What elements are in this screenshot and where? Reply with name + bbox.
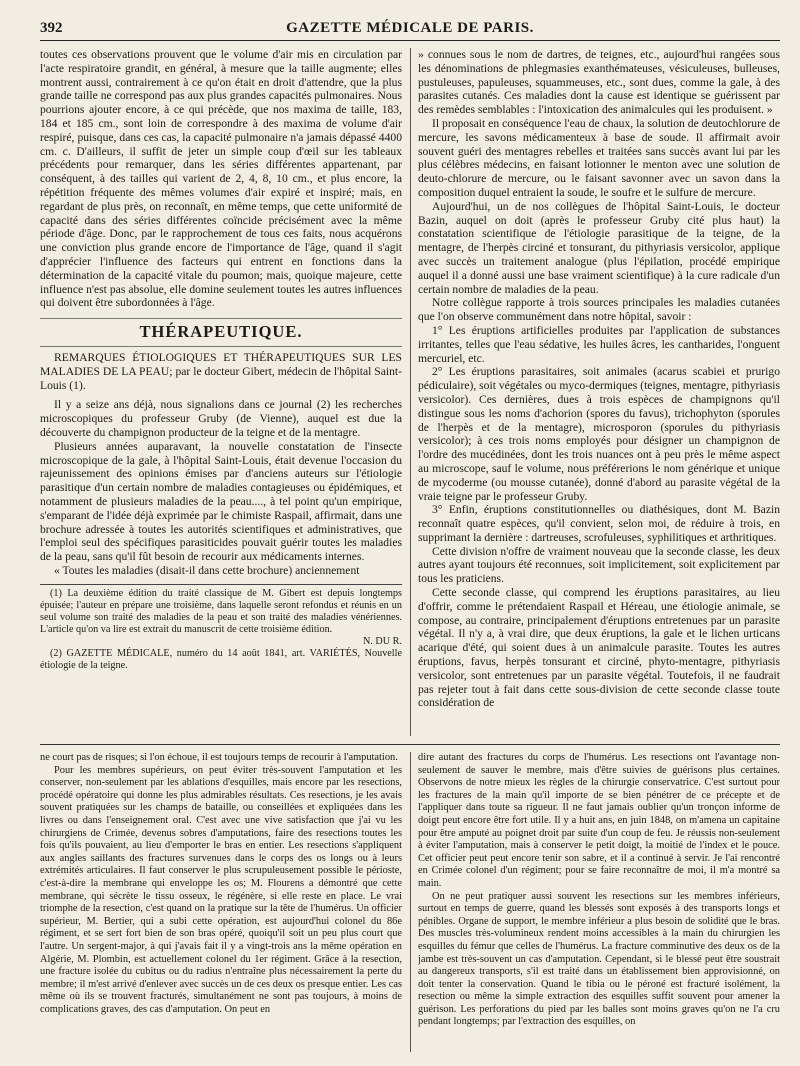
paragraph: 1° Les éruptions artificielles produites par l'application de substances irritantes, telles que l'eau sédative, les huiles âcres, les cantharides, l'onguent mercuriel, etc.: [418, 323, 780, 365]
footnotes: [40, 588, 402, 672]
page-number: 392: [40, 20, 63, 36]
footnote: (1) La deuxième édition du traité classique de M. Gibert est depuis longtemps épuisée; l'auteur en prépare une troisième, dans laquelle seront refondus et réunis en un seul volume son traité des maladies de la peau et son traité des maladies vénériennes. L'article qu'on va lire est extrait du manuscrit de cette troisième édition.: [40, 587, 402, 635]
paragraph: Pour les membres supérieurs, on peut éviter très-souvent l'amputation et les conserver, non-seulement par les ablations d'esquilles, mais encore par les resections, procédé opératoire qui donne les plus admirables résultats. Ces resections, je les avais souvent pratiquées sur les champs de bataille, ou conseillées et expliquées dans les livres ou dans l'enseignement oral. C'est avec une vive satisfaction que j'ai vu les chirurgiens de Crimée, devenus sobres d'amputations, faire des resections toutes les fois qu'ils pouvaient, au lieu d'emporter le bras en entier. Les resections s'appliquent aux angles saillants des fractures survenues dans le corps des os longs ou à leurs extrémités articulaires. Il faut conserver le plus scrupuleusement possible le périoste, c'est-à-dire la membrane qui enveloppe les os; M. Flourens a démontré que cette membrane, qui sécrète le tissu osseux, le régénère, si elle reste en place. Le vrai triomphe de la resection, c'est quand on la pratique sur la tête de l'humérus. Un officier supérieur, M. Bertier, qui a subi cette opération, est aujourd'hui colonel du 86e régiment, et se sert fort bien de son bras opéré, quoiqu'il soit un peu plus court que l'autre. Un sergent-major, à qui j'avais fait il y a vingt-trois ans la même opération en Algérie, M. Plombin, est actuellement colonel du 1er régiment. Grâce à la resection, une fracture isolée du cubitus ou du radius n'entraîne plus nécessairement la perte du membre; il m'est arrivé d'enlever avec succès un de ces deux os presque entier. Les cas même où ils se trouvent fracturés, simultanément ne sont pas toujours, à moins de complications graves, des cas d'amputation. On peut en: [40, 764, 402, 1015]
column-divider: [410, 752, 411, 1052]
running-title: GAZETTE MÉDICALE DE PARIS.: [286, 20, 534, 36]
paragraph: Il y a seize ans déjà, nous signalions dans ce journal (2) les recherches microscopiques du professeur Gruby (de Vienne), auquel est due la découverte du champignon producteur de la teigne et de la mentagre.: [40, 398, 402, 439]
bottom-right-column: [418, 752, 780, 1052]
paragraph: Notre collègue rapporte à trois sources principales les maladies cutanées que l'on observe communément dans notre hôpital, savoir :: [418, 296, 780, 324]
paragraph: Plusieurs années auparavant, la nouvelle constatation de l'insecte microscopique de la gale, à l'hôpital Saint-Louis, était devenue l'occasion du rajeunissement des opinions émises par d'anciens auteurs sur l'étiologie parasitique d'un certain nombre de maladies contagieuses ou épidémiques, et notamment de plusieurs maladies de la peau...., à tel point qu'un empirique, s'emparant de l'idée déjà exprimée par le chimiste Raspail, affirmait, dans une brochure adressée à toutes les autorités scientifiques et administratives, que l'emploi seul des spécifiques parasiticides pouvait guérir toutes les maladies de la peau, sans qu'il fût besoin de recourir aux médicaments internes.: [40, 439, 402, 564]
paragraph: 3° Enfin, éruptions constitutionnelles ou diathésiques, dont M. Bazin reconnaît quatre espèces, qu'il convient, selon moi, de réduire à trois, en supprimant la dernière : dartreuses, scrofuleuses, syphilitiques et arthritiques.: [418, 503, 780, 544]
footnote-divider: [40, 584, 402, 585]
paragraph: » connues sous le nom de dartres, de teignes, etc., aujourd'hui rangées sous les dénominations de phlegmasies exanthémateuses, vésiculeuses, bulleuses, pustuleuses, papuleuses, squammeuses, etc., sont dues, comme la gale, à des parasites cutanés. Ces maladies dont la cause est identique se guérissent par des remèdes semblables : l'intoxication des animalcules qui les produisent. »: [418, 48, 780, 117]
paragraph: ne court pas de risques; si l'on échoue, il est toujours temps de recourir à l'amputation.: [40, 752, 398, 763]
bottom-left-column: [40, 752, 402, 1052]
paragraph: « Toutes les maladies (disait-il dans cette brochure) anciennement: [54, 563, 360, 577]
top-left-column: [40, 48, 402, 738]
section-heading-box: [40, 318, 402, 347]
article-title-rest: ; par le docteur Gibert, médecin de l'hôpital Saint-Louis (1).: [40, 364, 402, 392]
footnote-signature: N. DU R.: [362, 635, 402, 647]
page-header: [40, 18, 780, 41]
paragraph: toutes ces observations prouvent que le volume d'air mis en circulation par l'acte respiratoire grandit, en général, à mesure que la taille augmente; elles montrent aussi, contrairement à ce qu'on était en droit d'attendre, que la plus grande taille ne correspond pas aux plus grandes capacités pulmonaires. Nous pourrions ajouter encore, à ce qui précède, que nos maxima de taille, 183, 184 et 185 cm., sont loin de correspondre à des maxima de volume d'air respiré, puisque, dans ces cas, la capacité pulmonaire n'a jamais dépassé 4400 cm. c. D'ailleurs, il suffit de jeter un simple coup d'œil sur les tableaux précédents pour remarquer, dans les séries différentes appartenant, par conséquent, à des tailles qui varient de 2, 4, 8, 10 cm., et plus encore, la répétition fréquente des mêmes volumes d'air expiré et inspiré; mais, en regardant de plus près, on reconnaît, en même temps, que cette uniformité de capacité dans des séries différentes coïncide précisément avec la même période d'âge. Donc, par le rapprochement de tous ces faits, nous acquérons une conviction plus grande encore de l'importance de l'âge, quand il s'agit d'apprécier l'influence des facteurs qui entrent en fonctions dans la détermination de la capacité vitale du poumon; mais, quoique majeure, cette influence n'est pas absolue, elle domine seulement toutes les autres influences qui doivent être subordonnées à l'âge.: [40, 48, 402, 310]
column-divider: [410, 48, 411, 736]
paragraph: 2° Les éruptions parasitaires, soit animales (acarus scabiei et prurigo pédiculaire), soit végétales ou myco-dermiques (teignes, mentagre, pithyriasis versicolor). Ces dernières, dues à trois espèces de champignons qu'il distingue sous les noms d'achorion (spores du favus), trichophyton (sporules de l'herpès et de la mentagre), microsporon (sporules du pithyriasis versicolor); à ces trois noms employés pour désigner un champignon de l'ordre des mucédinées, dont les trois nuances ont à peu près le même aspect au microscope, sauf le volume, nous préférerions le nom générique et unique de mycoderme (ou mousse cutanée), donné d'abord au parasite végétal de la vraie teigne par le professeur Gruby.: [418, 365, 780, 503]
paragraph: Cette seconde classe, qui comprend les éruptions parasitaires, au lieu d'offrir, comme le prétendaient Raspail et Héreau, une étiologie animale, se compose, au contraire, principalement d'éruptions entretenues par un parasite végétal. Il n'y a, à vrai dire, que deux éruptions, la gale et le lichen urticans acarique d'été, qui soient dues à un animalcule parasite. Toutes les autres éruptions, favus, herpès tonsurant et circiné, phyto-mentagre, pithyriasis versicolor, sont entretenues par un parasite végétal. Toutefois, il ne faudrait pas rejeter tout à fait dans cette sous-division de cette seconde classe toute considération de: [418, 586, 780, 710]
article-title: [40, 351, 402, 392]
paragraph: On ne peut pratiquer aussi souvent les resections sur les membres inférieurs, surtout en temps de guerre, quand les blessés sont exposés à des transports longs et pénibles. Organe de support, le membre inférieur a plus besoin de solidité que le bras. Des muscles très-volumineux rendent moins accessibles à la main du chirurgien les esquilles du fémur que celles de l'humérus. La fracture comminutive des deux os de la jambe est très-souvent un cas d'amputation. Cependant, si le blessé peut être soustrait au dangereux transports, s'il est traité dans un établissement bien approvisionné, on doit tenter la conservation. Quand le tibia ou le péroné est fracturé isolément, la resection ou même la simple extraction des esquilles suffit souvent pour amener la guérison. Les perforations du pied par les balles sont moins graves qu'on ne l'a cru pendant longtemps; par l'extraction des esquilles, on: [418, 890, 780, 1028]
paragraph: Aujourd'hui, un de nos collègues de l'hôpital Saint-Louis, le docteur Bazin, auquel on doit (après le professeur Gruby cité plus haut) la constatation scientifique de l'étiologie parasitique de la teigne, de la mentagre, de l'herpès circiné et tonsurant, du pithyriasis versicolor, applique avec succès un traitement analogue (plus l'épilation, procédé empirique auquel il a donné aussi une base vraiment scientifique) à la cure radicale d'un certain nombre de maladies de la peau.: [418, 199, 780, 296]
horizontal-divider: [40, 744, 780, 745]
footnote: (2) GAZETTE MÉDICALE, numéro du 14 août 1841, art. VARIÉTÉS, Nouvelle étiologie de la teigne.: [40, 647, 402, 671]
paragraph: Il proposait en conséquence l'eau de chaux, la solution de deutochlorure de mercure, les savons médicamenteux à base de soude. Il affirmait avoir souvent guéri des mentagres rebelles et traitées sans succès avant lui par les plus célèbres médecins, en faisant lotionner le menton avec une solution de deuto-chlorure de mercure, ou le faisant savonner avec un savon dans la composition duquel entraient la soude, le soufre et le sulfure de mercure.: [418, 116, 780, 199]
section-title: THÉRAPEUTIQUE.: [139, 322, 303, 342]
paragraph: dire autant des fractures du corps de l'humérus. Les resections ont l'avantage non-seulement de sauver le membre, mais d'être suivies de guérisons plus certaines. Observons de notre mieux les règles de la chirurgie conservatrice. C'est surtout pour les fractures de la main qu'il importe de se bien pénétrer de ce précepte et de l'appliquer dans toute sa rigueur. Il ne faut jamais oublier qu'un tronçon informe de doigt peut encore être fort utile. Il y a huit ans, en juin 1848, on m'amena un capitaine pour être amputé au poignet droit par suite d'un coup de feu. Je réussis non-seulement à éviter l'amputation, mais à conserver le petit doigt, la moitié de l'index et le pouce. Cet officier peut peut encore tenir son sabre, et il a continué à servir. Je l'ai rencontré en Crimée colonel d'un régiment; pour se faire reconnaître de moi, il m'a montré sa main.: [418, 752, 780, 889]
paragraph: Cette division n'offre de vraiment nouveau que la seconde classe, les deux autres ayant toujours été reconnues, soit implicitement, soit explicitement par tous les praticiens.: [418, 544, 780, 586]
top-right-column: [418, 48, 780, 738]
article-title-caps: REMARQUES ÉTIOLOGIQUES ET THÉRAPEUTIQUES SUR LES MALADIES DE LA PEAU: [40, 350, 402, 378]
